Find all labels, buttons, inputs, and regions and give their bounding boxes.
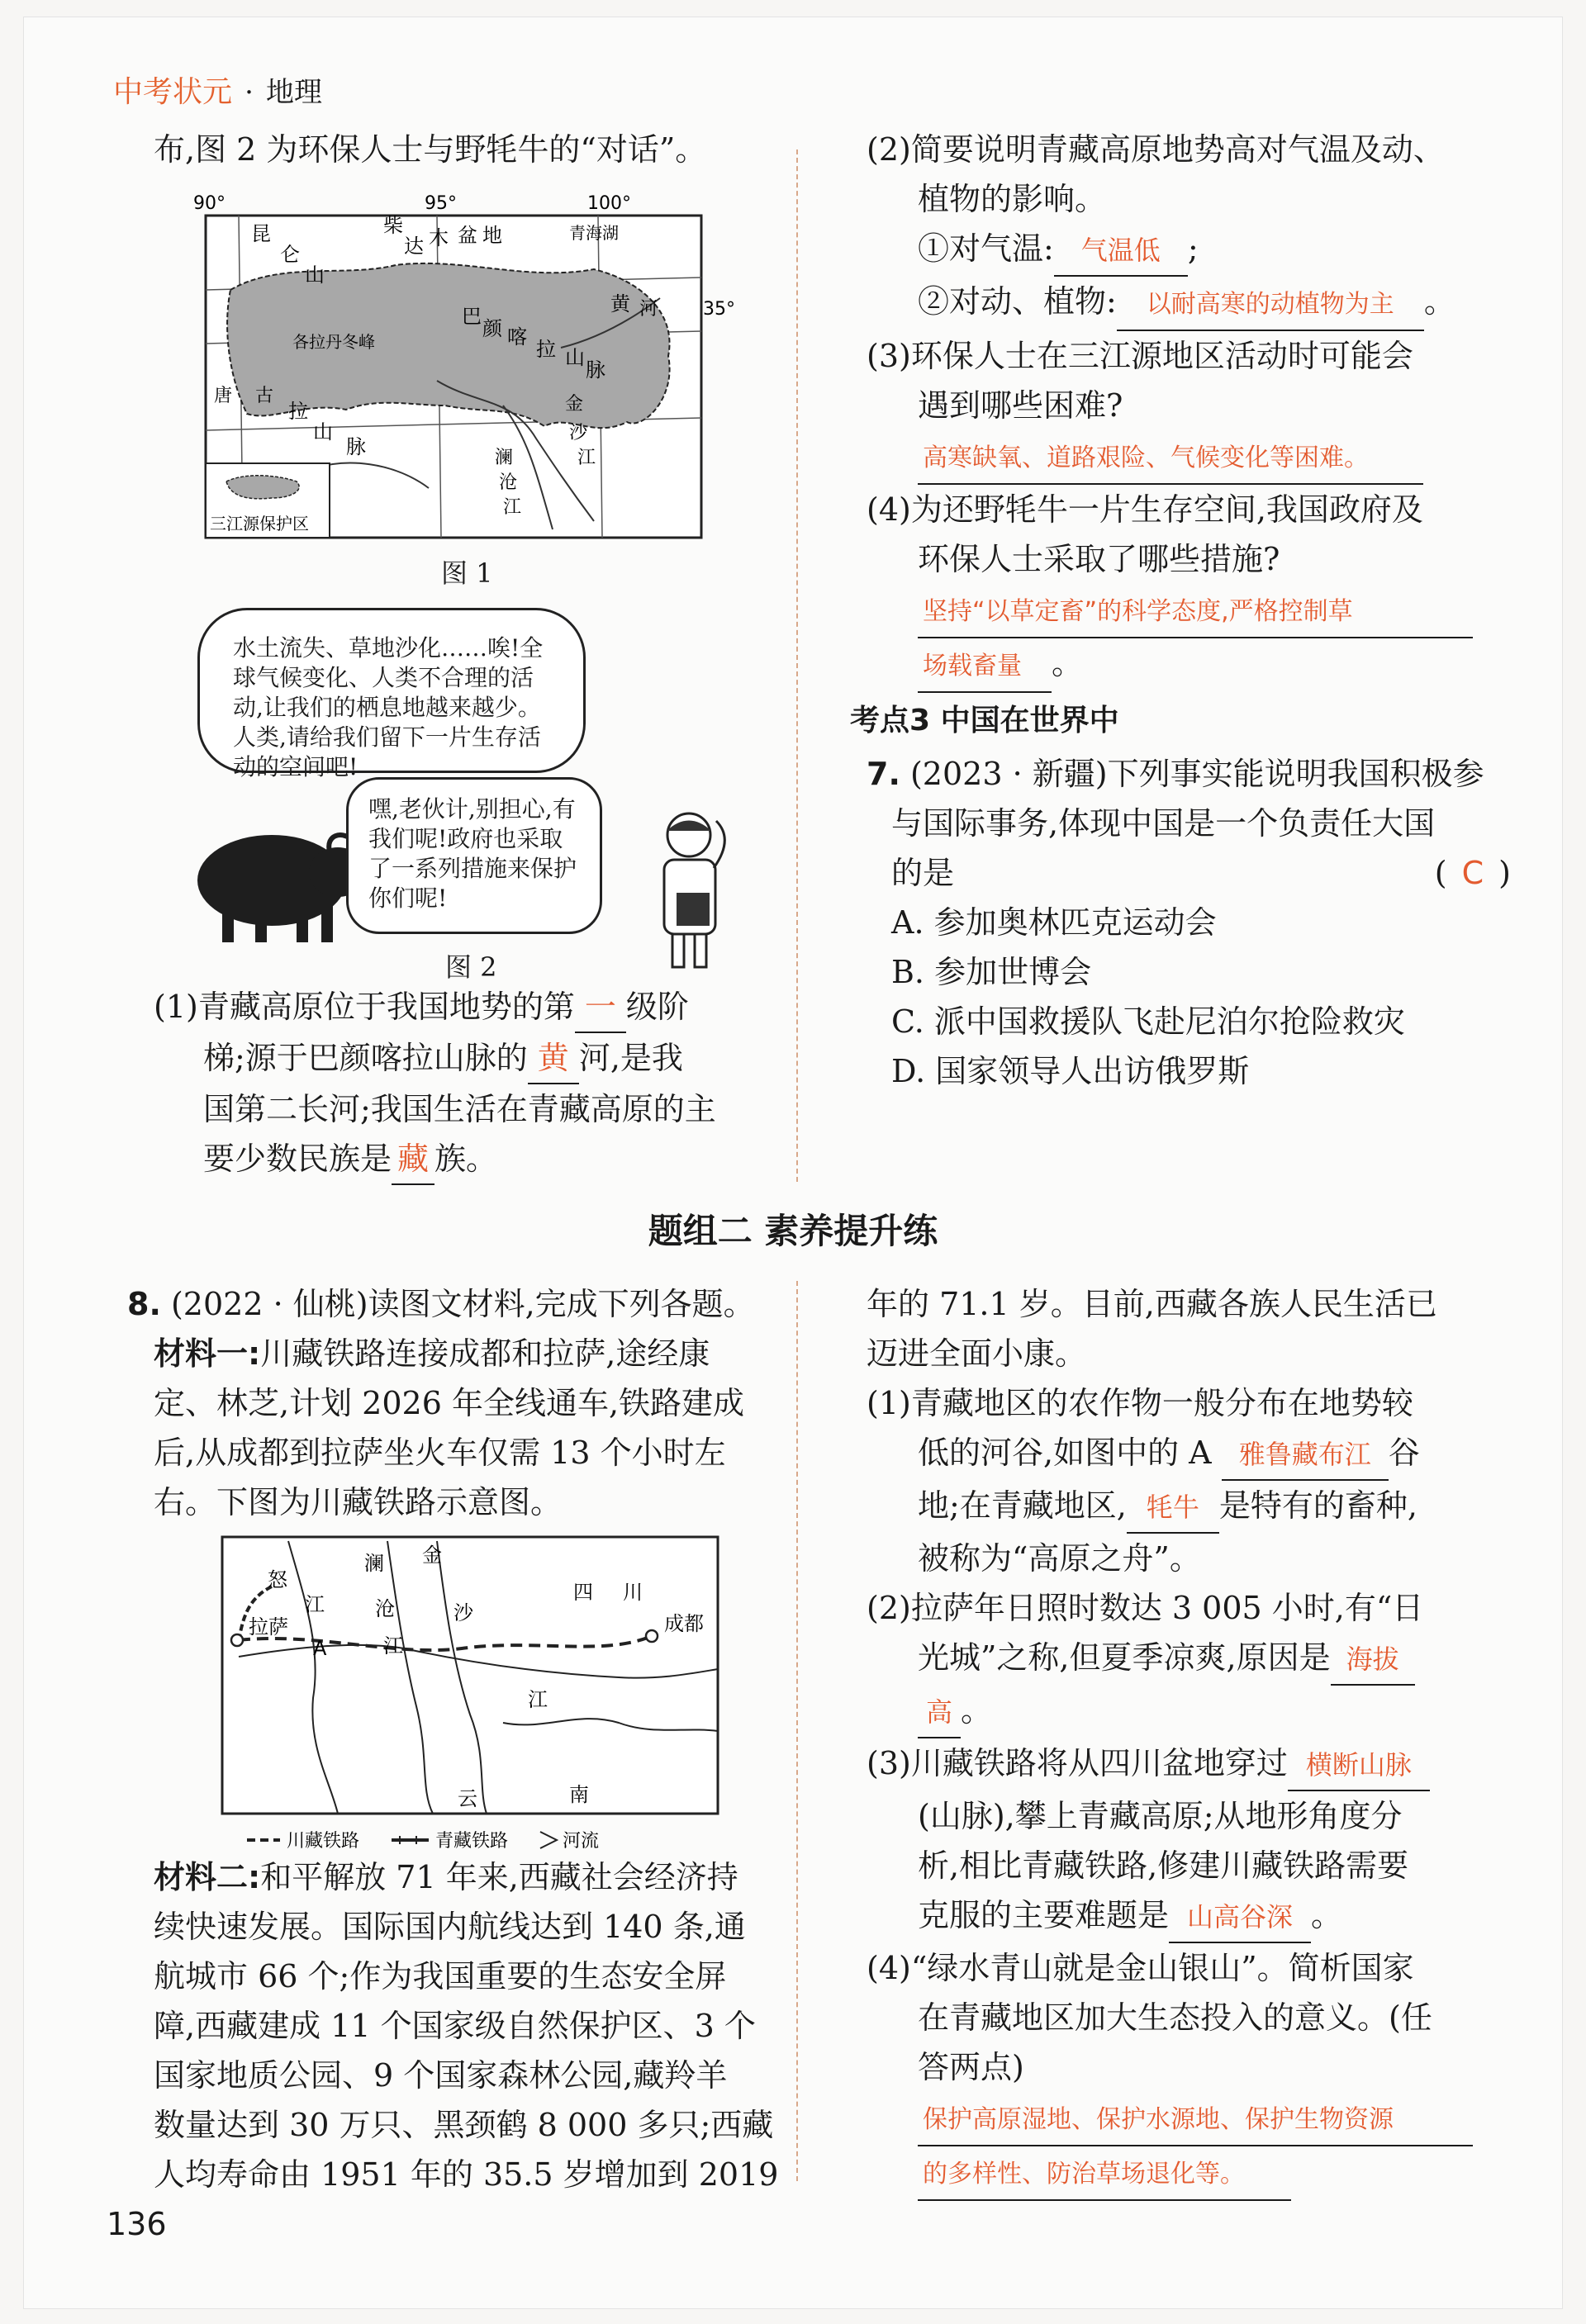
map1-place-label: 脉 — [346, 435, 366, 458]
legend-river: 河流 — [563, 1831, 600, 1852]
q8-1-text-3: 谷 — [1388, 1435, 1420, 1471]
material-2-line-2: 续快速发展。国际国内航线达到 140 条,通 — [154, 1909, 746, 1945]
continued-line-2: 迈进全面小康。 — [867, 1335, 1087, 1372]
q7-answer: C — [1461, 855, 1484, 891]
q8-4-answer-2: 的多样性、防治草场退化等。 — [918, 2150, 1291, 2201]
header-subject: 地理 — [266, 76, 323, 109]
q8-1-answer-2: 牦牛 — [1127, 1482, 1219, 1534]
map2-label-a: A — [313, 1637, 327, 1660]
q2-2-answer: 以耐高寒的动植物为主 — [1117, 280, 1424, 331]
group2-title: 题组二 素养提升练 — [648, 1211, 938, 1251]
map2-label-nan: 南 — [569, 1783, 589, 1806]
qinghai-tibet-map — [181, 191, 735, 546]
q8-2-answer-1: 海拔 — [1331, 1634, 1415, 1686]
material-2-line-7: 人均寿命由 1951 年的 35.5 岁增加到 2019 — [154, 2156, 779, 2193]
human-speech-bubble: 嘿,老伙计,别担心,有我们呢!政府也采取了一系列措施来保护你们呢! — [346, 777, 602, 934]
q8-4-answer-1: 保护高原湿地、保护水源地、保护生物资源 — [918, 2095, 1473, 2146]
page — [23, 17, 1563, 2309]
q1-answer-2: 黄 — [528, 1033, 579, 1084]
q2-2-end: 。 — [1423, 283, 1455, 320]
lon-label-100: 100° — [587, 193, 631, 214]
map1-place-label: 山 — [305, 263, 325, 287]
q8-4-text-1: (4)“绿水青山就是金山银山”。简析国家 — [867, 1950, 1414, 1986]
q1-text-6: 要少数民族是 — [203, 1141, 392, 1177]
column-divider-top — [796, 149, 798, 1182]
lat-label-35: 35° — [703, 299, 735, 320]
q8-2-answer-2: 高 — [918, 1687, 961, 1738]
person-illustration — [643, 806, 743, 971]
q7-open-paren: ( — [1434, 855, 1447, 891]
q4-text: (4)为还野牦牛一片生存空间,我国政府及 — [867, 491, 1423, 528]
q7-text-2: 与国际事务,体现中国是一个负责任大国 — [891, 805, 1436, 842]
map1-place-label: 河 — [639, 299, 658, 320]
q8-4-text-2: 在青藏地区加大生态投入的意义。(任 — [918, 1999, 1432, 2036]
material-2-line-5: 国家地质公园、9 个国家森林公园,藏羚羊 — [154, 2057, 728, 2094]
map1-place-label: 山 — [313, 420, 333, 443]
q2-1-answer: 气温低 — [1054, 225, 1188, 277]
q8-1-text-1: (1)青藏地区的农作物一般分布在地势较 — [867, 1385, 1413, 1421]
q2-text-b: 植物的影响。 — [918, 181, 1107, 217]
q7-number: 7. — [867, 756, 900, 792]
map2-label-lan: 澜 — [364, 1552, 384, 1575]
q8-3-end: 。 — [1311, 1897, 1343, 1933]
sichuan-tibet-railway-map — [189, 1533, 734, 1855]
lon-label-95: 95° — [425, 193, 457, 214]
continued-line-1: 年的 71.1 岁。目前,西藏各族人民生活已 — [867, 1286, 1437, 1322]
map2-label-jiang-1: 江 — [305, 1593, 325, 1616]
material-1-line-1: 川藏铁路连接成都和拉萨,途经康 — [260, 1335, 710, 1372]
q8-1-text-4: 地;在青藏地区, — [918, 1487, 1127, 1524]
material-2-line-1: 和平解放 71 年来,西藏社会经济持 — [260, 1859, 738, 1895]
q7-option-a: A. 参加奥林匹克运动会 — [891, 904, 1217, 941]
map1-place-label: 澜 — [495, 448, 514, 468]
q8-3-text-2: (山脉),攀上青藏高原;从地形角度分 — [918, 1798, 1403, 1834]
q1-text-2: 级阶 — [625, 989, 689, 1025]
q8-1-answer-1: 雅鲁藏布江 — [1222, 1430, 1389, 1481]
map1-place-label: 黄 — [610, 292, 630, 315]
map1-place-label: 柴 — [383, 214, 403, 237]
q2-text: (2)简要说明青藏高原地势高对气温及动、 — [867, 131, 1445, 168]
map1-place-label: 昆 — [251, 222, 271, 245]
map1-place-label: 江 — [503, 497, 522, 518]
map1-place-label: 达 — [404, 235, 424, 258]
map2-label-si: 四 — [573, 1581, 593, 1604]
q8-2-end: 。 — [961, 1692, 993, 1729]
figure-2 — [173, 608, 784, 996]
fig1-caption: 图 1 — [441, 557, 493, 589]
q1-answer-1: 一 — [575, 982, 626, 1033]
material-2-line-4: 障,西藏建成 11 个国家级自然保护区、3 个 — [154, 2008, 756, 2044]
map1-place-label: 地 — [482, 224, 502, 247]
q2-1-label: ①对气温: — [918, 230, 1054, 267]
map2-label-nu: 怒 — [268, 1568, 287, 1591]
fig2-caption: 图 2 — [445, 951, 497, 983]
q7-text-1: (2023 · 新疆)下列事实能说明我国积极参 — [909, 756, 1484, 792]
map1-place-label: 拉 — [288, 400, 308, 423]
material-2 — [154, 1852, 781, 2199]
q4-answer-2: 场载畜量 — [918, 642, 1052, 693]
q7-option-d: D. 国家领导人出访俄罗斯 — [891, 1053, 1250, 1089]
q8-1-text-5: 是特有的畜种, — [1218, 1487, 1417, 1524]
map2-label-chengdu: 成都 — [664, 1612, 704, 1635]
q2-1-end: ; — [1187, 230, 1199, 267]
q1-answer-3: 藏 — [392, 1134, 434, 1185]
map1-place-label: 金 — [565, 394, 584, 415]
map2-label-lhasa: 拉萨 — [249, 1615, 288, 1639]
map1-place-label: 沧 — [499, 472, 518, 493]
q3-answer: 高寒缺氧、道路艰险、气候变化等困难。 — [918, 434, 1423, 485]
page-number: 136 — [107, 2206, 167, 2242]
q7-close-paren: ) — [1498, 855, 1511, 891]
map2-label-jin: 金 — [422, 1544, 442, 1567]
lon-label-90: 90° — [193, 193, 226, 214]
q2-2-label: ②对动、植物: — [918, 283, 1117, 320]
q1-text-3: 梯;源于巴颜喀拉山脉的 — [203, 1040, 528, 1076]
inset-label: 三江源保护区 — [210, 514, 309, 534]
column-divider-bottom — [796, 1281, 798, 2181]
map2-label-chuan: 川 — [623, 1581, 643, 1604]
material-1-label: 材料一: — [154, 1335, 261, 1372]
header — [113, 69, 322, 111]
material-2-line-6: 数量达到 30 万只、黑颈鹤 8 000 多只;西藏 — [154, 2107, 774, 2143]
map1-place-label: 盆 — [458, 224, 477, 247]
q8-number: 8. — [127, 1286, 161, 1322]
q8-1-text-6: 被称为“高原之舟”。 — [918, 1540, 1201, 1577]
header-dot: · — [245, 76, 254, 109]
map2-label-jiang-2: 江 — [383, 1634, 403, 1658]
q1-text-4: 河,是我 — [578, 1040, 683, 1076]
q8-4-text-3: 答两点) — [918, 2049, 1024, 2085]
map1-place-label: 山 — [565, 346, 585, 369]
yak-speech-bubble: 水土流失、草地沙化……唉!全球气候变化、人类不合理的活动,让我们的栖息地越来越少。人类,请给我们留下一片生存活动的空间吧! — [197, 608, 586, 773]
q8-3-text-4: 克服的主要难题是 — [918, 1897, 1170, 1933]
map1-place-label: 喀 — [507, 325, 527, 349]
map1-place-label: 唐 — [214, 386, 233, 406]
map1-place-label: 仑 — [280, 243, 300, 266]
q4-answer-1: 坚持“以草定畜”的科学态度,严格控制草 — [918, 587, 1473, 638]
question-1 — [154, 982, 781, 1185]
q8-2-text-1: (2)拉萨年日照时数达 3 005 小时,有“日 — [867, 1590, 1424, 1626]
map-figure-2 — [189, 1533, 734, 1855]
legend-qinghai-tibet: 青藏铁路 — [435, 1831, 509, 1852]
map2-label-cang: 沧 — [375, 1597, 395, 1620]
section-heading-3: 考点3 中国在世界中 — [850, 704, 1119, 738]
right-top-column — [850, 125, 1527, 1096]
header-series: 中考状元 — [113, 75, 233, 109]
map2-label-sha: 沙 — [453, 1601, 473, 1624]
material-1-line-2: 定、林芝,计划 2026 年全线通车,铁路建成 — [154, 1385, 745, 1421]
q7-option-c: C. 派中国救援队飞赴尼泊尔抢险救灾 — [891, 1003, 1405, 1040]
map1-place-label: 脉 — [586, 358, 605, 382]
q7-answer-bracket — [1435, 848, 1511, 898]
q3-text: (3)环保人士在三江源地区活动时可能会 — [867, 338, 1413, 374]
q8-3-text-3: 析,相比青藏铁路,修建川藏铁路需要 — [918, 1847, 1409, 1884]
map1-place-label: 沙 — [569, 423, 588, 443]
material-1-line-4: 右。下图为川藏铁路示意图。 — [154, 1484, 563, 1520]
q8-3-answer-1: 横断山脉 — [1288, 1740, 1430, 1791]
map1-place-label: 青海湖 — [569, 223, 619, 243]
intro-text: 布,图 2 为环保人士与野牦牛的“对话”。 — [154, 131, 707, 168]
q7-option-b: B. 参加世博会 — [891, 954, 1092, 990]
q1-text-1: (1)青藏高原位于我国地势的第 — [154, 989, 575, 1025]
material-1-line-3: 后,从成都到拉萨坐火车仅需 13 个小时左 — [154, 1435, 726, 1471]
q3-text-b: 遇到哪些困难? — [918, 387, 1123, 424]
material-2-label: 材料二: — [154, 1859, 261, 1895]
legend-sichuan-tibet: 川藏铁路 — [287, 1831, 360, 1852]
q8-2-text-2: 光城”之称,但夏季凉爽,原因是 — [918, 1639, 1331, 1676]
map1-place-label: 各拉丹冬峰 — [292, 332, 375, 352]
map1-place-label: 古 — [255, 386, 274, 406]
map1-place-label: 巴 — [462, 305, 482, 328]
map2-label-yun: 云 — [458, 1787, 477, 1810]
right-bottom-column — [867, 1279, 1527, 2201]
q1-text-7: 族。 — [434, 1141, 498, 1177]
q8-3-text-1: (3)川藏铁路将从四川盆地穿过 — [867, 1745, 1288, 1781]
map1-place-label: 江 — [577, 448, 596, 468]
map1-place-label: 木 — [429, 226, 449, 249]
map-figure-1 — [181, 191, 735, 589]
question-8 — [127, 1279, 788, 1527]
q4-end: 。 — [1052, 645, 1084, 681]
map2-label-jiang-3: 江 — [528, 1688, 548, 1711]
map1-place-label: 拉 — [536, 338, 556, 361]
q8-1-text-2: 低的河谷,如图中的 A — [918, 1435, 1212, 1471]
q1-text-5: 国第二长河;我国生活在青藏高原的主 — [203, 1091, 716, 1127]
q7-text-3: 的是 — [891, 855, 955, 891]
map1-place-label: 颜 — [482, 317, 502, 340]
q4-text-b: 环保人士采取了哪些措施? — [918, 541, 1280, 577]
q8-3-answer-2: 山高谷深 — [1169, 1892, 1311, 1943]
q8-text: (2022 · 仙桃)读图文材料,完成下列各题。 — [170, 1286, 755, 1322]
material-2-line-3: 航城市 66 个;作为我国重要的生态安全屏 — [154, 1958, 727, 1994]
